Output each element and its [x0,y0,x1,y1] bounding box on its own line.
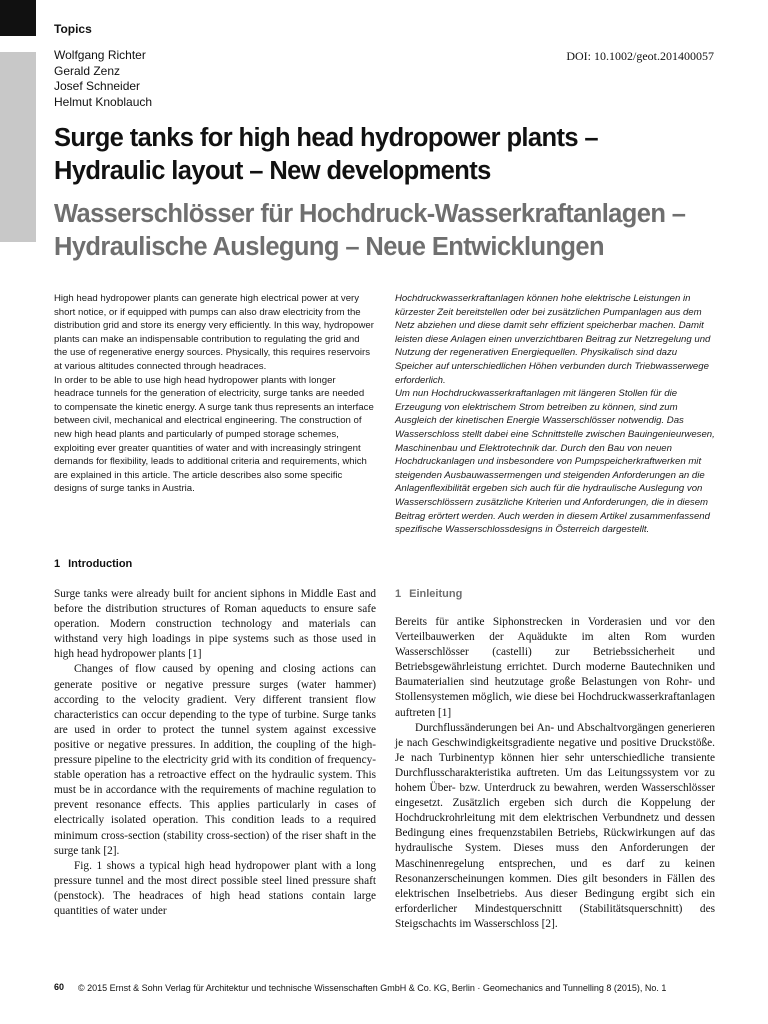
author-name: Josef Schneider [54,79,141,93]
abstract-paragraph: Um nun Hochdruckwasserkraftanlagen mit längeren Stollen für die Erzeugung von elektrischem Strom betreiben zu können, sind zum Ausgleich der kinetischen Energie Wasserschlösser notwendig. Das Wasserschloss stellt dabei eine Schnittstelle zwischen Bauingenieurwesen, Maschinenbau und Elektrotechnik dar. Durch den Bau von neuen Hochdruckanlagen und insbesondere von Pumpspeicherkraftwerken mit steigenden Ausbauwassermengen und steigenden Anforderungen an die Anlagenflexibilität ergeben sich auch für die hydraulische Auslegung von Wasserschlössern zusätzliche Kriterien und Anforderungen, die in diesem Beitrag erörtert werden. Auch werden in diesem Artikel zusammenfassend spezifische Wasserschlossdesigns in Österreich dargestellt. [395,388,715,536]
author-name: Gerald Zenz [54,63,121,78]
body-paragraph: Changes of flow caused by opening and closing actions can generate positive or negative pressure surges (water hammer) according to the velocity gradient. Very different transient flow characteristics can occur depending to the type of turbine. Surge tanks are used in order to protect the tunnel system against excessive positive or negative pressures. In addition, the coupling of the high-pressure pipeline to the electricity grid with its condition of frequency-stable operation has a retroactive effect on the hydraulic system. This must be in accordance with the requirements of machine regulation to prevent resonance effects. This applies particularly in cases of electrically isolated operation. This condition leads to a required minimum cross-section (stability cross-section) of the riser shaft in the surge tank [2]. [54,663,376,857]
body-paragraph: Bereits für antike Siphonstrecken in Vorderasien und vor den Verteilbauwerken der Aquädukte im alten Rom wurden Wasserschlösser (castelli) zur Betriebssicherheit und Betriebsgewährleistung errichtet. Durch moderne Bautechniken und Baumaterialien sind heutzutage große Belastungen von Rohr- und Stollensystemen möglich, wie diese bei Hochdruckwasserkraftanlagen auftreten [1] [395,616,715,719]
section-marker-tab [0,0,36,36]
abstract-paragraph: In order to be able to use high head hydropower plants with longer headrace tunnels for the generation of electricity, surge tanks are needed to compensate the kinetic energy. A surge tank thus represents an interface between civil, mechanical and electrical engineering. The construction of new high head plants and particularly of pumped storage schemes, exploiting ever greater quantities of water and with increasingly stringent demands for flexibility, leads to additional criteria and requirements, which are explained in this article. The article describes also some specific designs of surge tanks in Austria. [54,374,374,495]
body-text-english [54,587,376,919]
body-paragraph: Durchflussänderungen bei An- und Abschaltvorgängen generieren je nach Geschwindigkeitsgradiente negative und positive Druckstöße. Je nach Turbinentyp können hier sehr unterschiedliche transiente Durchflusscharakteristika auftreten. Um das Leitungssystem vor zu hohem Über- bzw. Unterdruck zu bewahren, werden Wasserschlösser eingesetzt. Zusätzlich ergeben sich durch die Koppelung der Hochdruckrohrleitung mit dem elektrischen Verbundnetz und dessen Bedingung eines frequenzstabilen Betriebs, Rückwirkungen auf das hydraulische System. Dieses muss den Anforderungen der Maschinenregelung entsprechen, und es darf zu keinen Resonanzerscheinungen kommen. Dies gilt besonders in Fällen des elektrischen Inselbetriebs. Aus dieser Bedingung ergibt sich ein erforderlicher Mindestquerschnitt (Stabilitätsquerschnitt) des Steigschachts im Wasserschloss [2]. [395,721,715,930]
article-title-german: Wasserschlösser für Hochdruck-Wasserkraftanlagen – Hydraulische Auslegung – Neue Entwicklungen [54,200,686,261]
footer-citation: © 2015 Ernst & Sohn Verlag für Architektur und technische Wissenschaften GmbH & Co. KG, Berlin · Geomechanics and Tunnelling 8 (2015), No. 1 [78,983,667,993]
article-title-english: Surge tanks for high head hydropower plants – Hydraulic layout – New developments [54,124,598,185]
section-number: 1 [54,558,61,570]
section-heading-german [395,588,462,600]
section-label: Topics [54,22,92,36]
side-color-bar [0,52,36,242]
body-paragraph: Surge tanks were already built for ancient siphons in Middle East and before the distribution structures of Roman aqueducts to ensure safe operation. Modern construction technology and materials can withstand very high loadings in pipe systems such as those used in high head hydropower plants [1] [54,588,376,661]
abstract-german [395,292,715,537]
author-name: Wolfgang Richter [54,48,146,62]
author-list [54,48,152,110]
section-number: 1 [395,588,402,600]
abstract-paragraph: High head hydropower plants can generate high electrical power at very short notice, or if equipped with pumps can also draw electricity from the distribution grid and store its energy very efficiently. In this way, hydropower plants can make an indispensable contribution to regulating the grid and the use of regenerative energy sources. Physically, this requires reservoirs at various altitudes connected through headraces. [54,293,374,372]
body-paragraph: Fig. 1 shows a typical high head hydropower plant with a long pressure tunnel and the most direct possible steel lined pressure shaft (penstock). The headraces of high head stations contain large quantities of water under [54,859,376,917]
body-text-german [395,615,715,932]
section-heading-english [54,558,132,570]
abstract-paragraph: Hochdruckwasserkraftanlagen können hohe elektrische Leistungen in kürzester Zeit bereitstellen oder bei zusätzlichen Pumpanlagen aus dem Netz abziehen und diese damit sehr effizient speicherbar machen. Damit leisten diese Anlagen einen unverzichtbaren Beitrag zur Netzregelung und Nutzung der regenerativen Energiequellen. Physikalisch sind dazu Speicher auf unterschiedlichen Höhen verbunden durch Triebwasserwege erforderlich. [395,293,711,386]
doi-link[interactable]: DOI: 10.1002/geot.201400057 [566,49,714,63]
section-title: Introduction [68,558,133,570]
section-title: Einleitung [409,588,463,600]
page-number: 60 [54,982,65,992]
abstract-english [54,292,374,496]
author-name: Helmut Knoblauch [54,94,153,109]
